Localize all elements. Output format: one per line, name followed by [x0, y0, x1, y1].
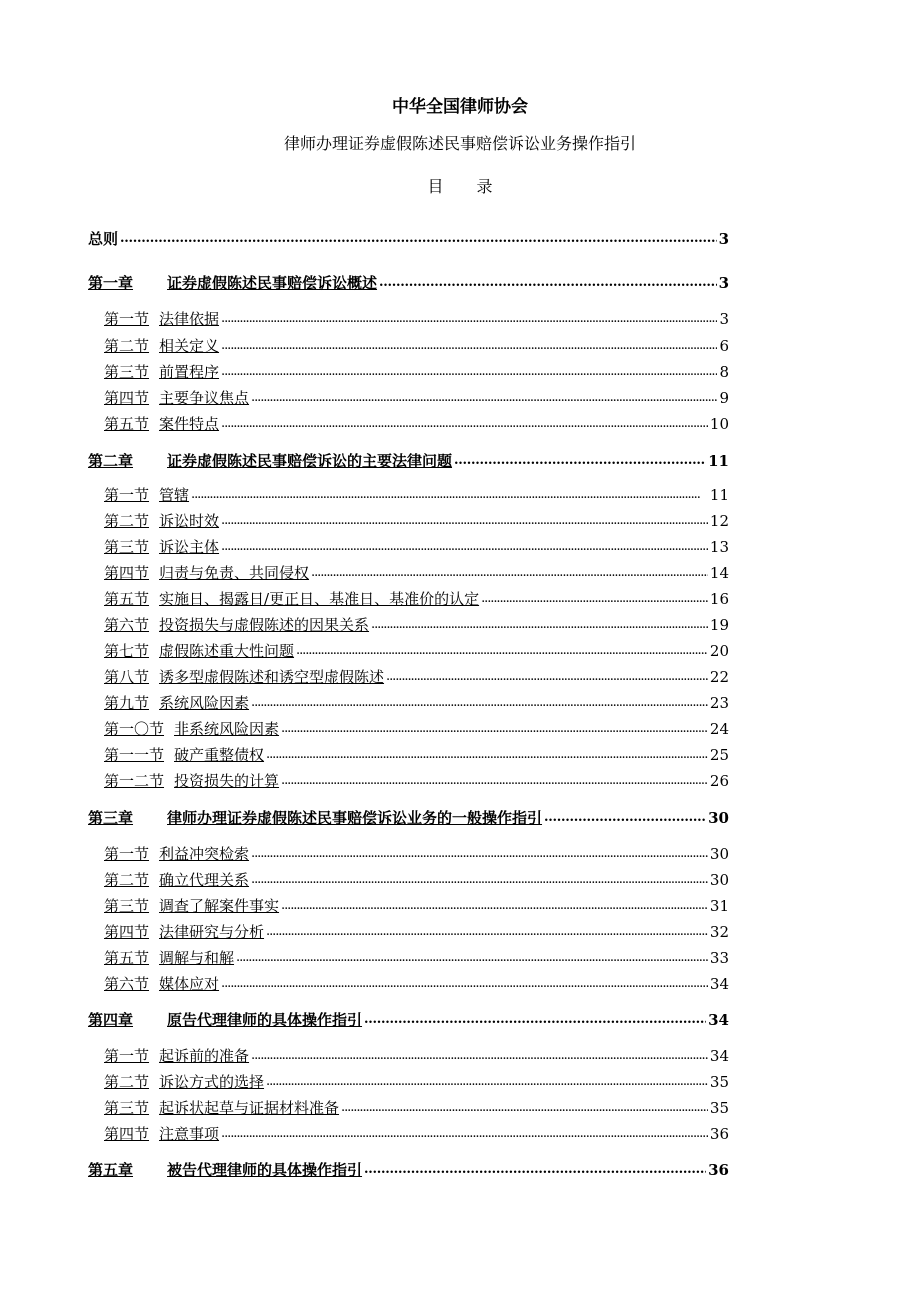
toc-entry-title: 被告代理律师的具体操作指引	[167, 1161, 363, 1179]
toc-page-number: 12	[709, 512, 729, 530]
toc-entry-title: 归责与免责、共同侵权	[159, 564, 310, 582]
toc-section-entry[interactable]	[104, 510, 729, 532]
toc-page-number: 25	[709, 746, 729, 764]
toc-dot-leader	[221, 413, 708, 435]
toc-entry-number: 第一二节	[104, 772, 165, 790]
toc-entry-title: 前置程序	[159, 363, 220, 381]
toc-entry-number: 第六节	[104, 975, 150, 993]
toc-entry-number: 第五节	[104, 949, 150, 967]
document-title: 律师办理证券虚假陈述民事赔偿诉讼业务操作指引	[283, 134, 636, 153]
toc-entry-number: 第二节	[104, 512, 150, 530]
toc-entry-number: 第七节	[104, 642, 150, 660]
toc-entry-title: 诱多型虚假陈述和诱空型虚假陈述	[159, 668, 385, 686]
toc-dot-leader	[221, 361, 717, 383]
toc-section-entry[interactable]	[104, 588, 729, 610]
toc-dot-leader	[221, 1123, 708, 1145]
toc-dot-leader	[454, 450, 706, 472]
toc-dot-leader	[281, 770, 708, 792]
toc-dot-leader	[266, 1071, 708, 1093]
toc-section-entry[interactable]	[104, 484, 729, 506]
toc-chapter-entry[interactable]	[88, 1159, 729, 1181]
toc-page-number: 11	[709, 486, 729, 504]
toc-entry-title: 主要争议焦点	[159, 389, 250, 407]
toc-entry-title: 起诉状起草与证据材料准备	[159, 1099, 340, 1117]
toc-section-entry[interactable]	[104, 1097, 729, 1119]
toc-section-entry[interactable]	[104, 843, 729, 865]
toc-section-entry[interactable]	[104, 973, 729, 995]
toc-page-number: 13	[709, 538, 729, 556]
toc-section-entry[interactable]	[104, 947, 729, 969]
toc-page-number: 35	[709, 1099, 729, 1117]
toc-entry-number: 第四节	[104, 564, 150, 582]
toc-dot-leader	[251, 692, 708, 714]
toc-dot-leader	[221, 973, 708, 995]
toc-dot-leader	[251, 843, 708, 865]
toc-page-number: 16	[709, 590, 729, 608]
toc-entry-number: 第一节	[104, 486, 150, 504]
toc-chapter-entry[interactable]	[88, 272, 729, 294]
toc-page-number: 24	[709, 720, 729, 738]
toc-page-number: 10	[709, 415, 729, 433]
toc-entry-title: 虚假陈述重大性问题	[159, 642, 295, 660]
toc-dot-leader	[191, 484, 708, 506]
toc-entry-title: 相关定义	[159, 337, 220, 355]
toc-entry-title: 媒体应对	[159, 975, 220, 993]
toc-entry-number: 第六节	[104, 616, 150, 634]
toc-section-entry[interactable]	[104, 1045, 729, 1067]
toc-dot-leader	[379, 272, 717, 294]
toc-entry-number: 第五节	[104, 590, 150, 608]
toc-section-entry[interactable]	[104, 770, 729, 792]
toc-entry-number: 第四节	[104, 389, 150, 407]
toc-dot-leader	[386, 666, 708, 688]
toc-section-entry[interactable]	[104, 562, 729, 584]
toc-page-number: 32	[709, 923, 729, 941]
toc-entry-title: 证券虚假陈述民事赔偿诉讼概述	[167, 274, 378, 292]
toc-heading: 目 录	[427, 177, 507, 196]
toc-entry-title: 投资损失与虚假陈述的因果关系	[159, 616, 370, 634]
toc-entry-number: 第一节	[104, 1047, 150, 1065]
toc-entry-number: 第三章	[88, 809, 134, 827]
toc-page-number: 3	[718, 230, 729, 248]
toc-entry-number: 第一章	[88, 274, 134, 292]
toc-dot-leader	[251, 387, 717, 409]
toc-dot-leader	[364, 1009, 706, 1031]
toc-dot-leader	[266, 921, 708, 943]
toc-entry-number: 第四节	[104, 923, 150, 941]
toc-entry-title: 法律依据	[159, 310, 220, 328]
toc-entry-title: 原告代理律师的具体操作指引	[167, 1011, 363, 1029]
toc-entry-number: 第三节	[104, 538, 150, 556]
toc-entry-number: 第三节	[104, 1099, 150, 1117]
toc-section-entry[interactable]	[104, 666, 729, 688]
toc-entry-number: 第二节	[104, 337, 150, 355]
toc-entry-title: 确立代理关系	[159, 871, 250, 889]
toc-entry-title: 实施日、揭露日/更正日、基准日、基准价的认定	[159, 590, 480, 608]
toc-section-entry[interactable]	[104, 361, 729, 383]
toc-entry-title: 利益冲突检索	[159, 845, 250, 863]
toc-section-entry[interactable]	[104, 640, 729, 662]
toc-entry-title: 诉讼方式的选择	[159, 1073, 265, 1091]
toc-entry-title: 系统风险因素	[159, 694, 250, 712]
toc-section-entry[interactable]	[104, 895, 729, 917]
toc-entry-number: 第四章	[88, 1011, 134, 1029]
toc-chapter-entry[interactable]	[88, 450, 729, 472]
toc-entry-title: 诉讼主体	[159, 538, 220, 556]
toc-page-number: 31	[709, 897, 729, 915]
toc-dot-leader	[251, 1045, 708, 1067]
toc-section-entry[interactable]	[104, 1123, 729, 1145]
toc-chapter-entry[interactable]	[88, 807, 729, 829]
toc-entry-title: 诉讼时效	[159, 512, 220, 530]
toc-page-number: 9	[719, 389, 729, 407]
toc-entry-title: 破产重整债权	[174, 746, 265, 764]
toc-entry-number: 第五节	[104, 415, 150, 433]
toc-page-number: 3	[719, 310, 729, 328]
toc-dot-leader	[341, 1097, 708, 1119]
toc-entry-number: 第三节	[104, 363, 150, 381]
toc-page-number: 36	[708, 1161, 729, 1179]
toc-entry-number: 第二节	[104, 1073, 150, 1091]
toc-dot-leader	[544, 807, 706, 829]
toc-page-number: 30	[708, 809, 729, 827]
toc-dot-leader	[281, 718, 708, 740]
toc-entry-title: 注意事项	[159, 1125, 220, 1143]
toc-entry-title: 法律研究与分析	[159, 923, 265, 941]
toc-entry-title: 起诉前的准备	[159, 1047, 250, 1065]
toc-dot-leader	[364, 1159, 706, 1181]
toc-page-number: 34	[709, 1047, 729, 1065]
toc-section-entry[interactable]	[104, 387, 729, 409]
toc-page-number: 19	[709, 616, 729, 634]
toc-entry-number: 第一节	[104, 310, 150, 328]
toc-entry-title: 管辖	[159, 486, 190, 504]
toc-page-number: 30	[709, 871, 729, 889]
toc-page-number: 30	[709, 845, 729, 863]
toc-page-number: 14	[709, 564, 729, 582]
toc-entry-number: 第一一节	[104, 746, 165, 764]
toc-page-number: 33	[709, 949, 729, 967]
toc-dot-leader	[221, 335, 717, 357]
toc-page-number: 34	[708, 1011, 729, 1029]
toc-entry-number: 第九节	[104, 694, 150, 712]
toc-page-number: 8	[719, 363, 729, 381]
toc-section-entry[interactable]	[104, 692, 729, 714]
toc-entry-title: 调查了解案件事实	[159, 897, 280, 915]
toc-section-entry[interactable]	[104, 413, 729, 435]
toc-entry-number: 第五章	[88, 1161, 134, 1179]
toc-section-entry[interactable]	[104, 308, 729, 330]
toc-section-entry[interactable]	[104, 921, 729, 943]
toc-section-entry[interactable]	[104, 718, 729, 740]
toc-chapter-entry[interactable]	[88, 1009, 729, 1031]
toc-dot-leader	[296, 640, 708, 662]
toc-dot-leader	[221, 536, 708, 558]
toc-section-entry[interactable]	[104, 869, 729, 891]
toc-entry-number: 第四节	[104, 1125, 150, 1143]
toc-dot-leader	[371, 614, 708, 636]
toc-dot-leader	[120, 228, 717, 250]
toc-entry-title: 案件特点	[159, 415, 220, 433]
toc-entry-number: 第八节	[104, 668, 150, 686]
toc-entry-number: 第二节	[104, 871, 150, 889]
toc-page-number: 3	[718, 274, 729, 292]
toc-page-number: 22	[709, 668, 729, 686]
organization-name: 中华全国律师协会	[392, 97, 528, 117]
toc-entry-title: 证券虚假陈述民事赔偿诉讼的主要法律问题	[167, 452, 453, 470]
toc-page-number: 36	[709, 1125, 729, 1143]
toc-page-number: 20	[709, 642, 729, 660]
toc-page-number: 11	[708, 452, 729, 470]
toc-dot-leader	[266, 744, 708, 766]
toc-page-number: 35	[709, 1073, 729, 1091]
toc-entry-title: 调解与和解	[159, 949, 235, 967]
toc-chapter-entry[interactable]	[88, 228, 729, 250]
toc-page-number: 6	[719, 337, 729, 355]
toc-entry-title: 律师办理证券虚假陈述民事赔偿诉讼业务的一般操作指引	[167, 809, 543, 827]
toc-page-number: 26	[709, 772, 729, 790]
toc-page-number: 23	[709, 694, 729, 712]
toc-dot-leader	[236, 947, 708, 969]
toc-dot-leader	[251, 869, 708, 891]
toc-entry-number: 第三节	[104, 897, 150, 915]
toc-dot-leader	[221, 510, 708, 532]
toc-section-entry[interactable]	[104, 1071, 729, 1093]
toc-entry-title: 总则	[88, 230, 119, 248]
toc-dot-leader	[281, 895, 708, 917]
toc-dot-leader	[481, 588, 708, 610]
toc-dot-leader	[221, 308, 717, 330]
toc-section-entry[interactable]	[104, 335, 729, 357]
toc-entry-title: 非系统风险因素	[174, 720, 280, 738]
toc-section-entry[interactable]	[104, 536, 729, 558]
toc-dot-leader	[311, 562, 708, 584]
toc-entry-number: 第二章	[88, 452, 134, 470]
toc-page-number: 34	[709, 975, 729, 993]
toc-section-entry[interactable]	[104, 614, 729, 636]
toc-entry-number: 第一节	[104, 845, 150, 863]
toc-entry-title: 投资损失的计算	[174, 772, 280, 790]
toc-section-entry[interactable]	[104, 744, 729, 766]
toc-entry-number: 第一〇节	[104, 720, 165, 738]
